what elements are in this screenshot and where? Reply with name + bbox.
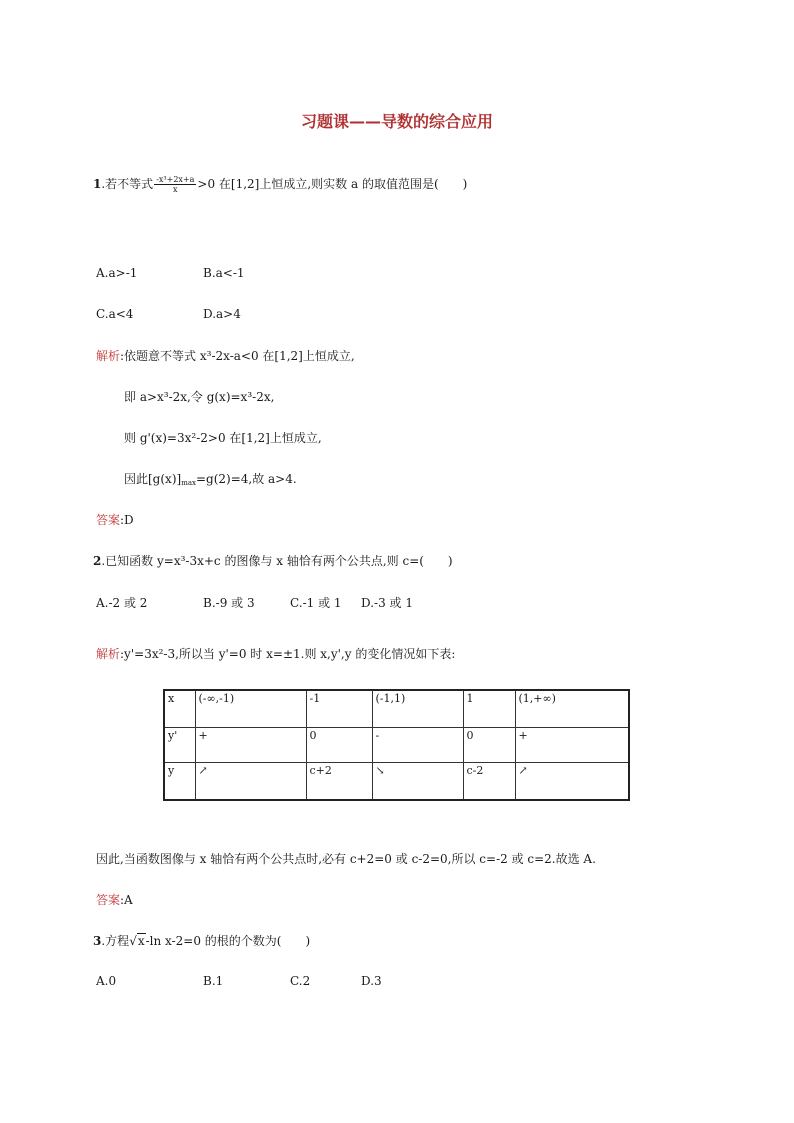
table-cell: c+2 xyxy=(306,763,372,800)
table-cell: ↗ xyxy=(515,763,629,800)
question-1 xyxy=(93,175,467,194)
analysis-max-subscript: max xyxy=(181,479,196,487)
question-1-suffix: >0 在[1,2]上恒成立,则实数 a 的取值范围是( ) xyxy=(197,177,468,191)
table-cell: y' xyxy=(164,727,195,763)
table-cell: ↗ xyxy=(195,763,306,800)
q1-analysis-line-3: 则 g'(x)=3x²-2>0 在[1,2]上恒成立, xyxy=(124,431,322,445)
q2-option-a: A.-2 或 2 xyxy=(96,596,148,610)
q1-option-c: C.a<4 xyxy=(96,307,134,321)
page-title: 习题课——导数的综合应用 xyxy=(300,112,493,131)
analysis-max-prefix: 因此[g(x)] xyxy=(124,472,182,486)
table-cell: -1 xyxy=(306,690,372,727)
sqrt-radicand: x xyxy=(137,934,145,948)
question-2-text: .已知函数 y=x³-3x+c 的图像与 x 轴恰有两个公共点,则 c=( ) xyxy=(101,554,453,568)
sqrt-symbol: √x xyxy=(129,934,145,948)
analysis-label: 解析 xyxy=(96,349,121,363)
q2-analysis xyxy=(96,646,455,662)
table-cell: y xyxy=(164,763,195,800)
question-2-number: 2 xyxy=(93,554,102,568)
q2-option-b: B.-9 或 3 xyxy=(203,596,255,610)
question-3 xyxy=(93,933,310,949)
analysis-max-suffix: =g(2)=4,故 a>4. xyxy=(195,472,297,486)
table-cell: + xyxy=(195,727,306,763)
fraction-denominator: x xyxy=(173,185,178,194)
table-cell: ↘ xyxy=(372,763,463,800)
table-row-y-prime xyxy=(164,727,629,763)
table-row-y xyxy=(164,763,629,800)
answer-value: :A xyxy=(120,893,133,907)
q2-answer xyxy=(96,892,133,908)
answer-label: 答案 xyxy=(96,893,121,907)
q1-option-d: D.a>4 xyxy=(203,307,241,321)
q2-conclusion: 因此,当函数图像与 x 轴恰有两个公共点时,必有 c+2=0 或 c-2=0,所以 c=-2 或 c=2.故选 A. xyxy=(96,852,596,866)
question-3-number: 3 xyxy=(93,934,102,948)
question-1-prefix: .若不等式 xyxy=(101,177,154,191)
table-cell: + xyxy=(515,727,629,763)
analysis-text: :y'=3x²-3,所以当 y'=0 时 x=±1.则 x,y',y 的变化情况如下表: xyxy=(120,647,456,661)
table-cell: 1 xyxy=(463,690,515,727)
q2-option-d: D.-3 或 1 xyxy=(361,596,413,610)
table-cell: (1,+∞) xyxy=(515,690,629,727)
variation-table xyxy=(163,689,630,801)
question-3-suffix: -ln x-2=0 的根的个数为( ) xyxy=(145,934,311,948)
question-1-fraction xyxy=(154,175,196,194)
table-cell: - xyxy=(372,727,463,763)
q1-analysis-line-1 xyxy=(96,348,355,364)
q1-option-a: A.a>-1 xyxy=(96,266,138,280)
q3-option-b: B.1 xyxy=(203,974,224,988)
table-cell: (-1,1) xyxy=(372,690,463,727)
question-3-prefix: .方程 xyxy=(101,934,130,948)
table-cell: c-2 xyxy=(463,763,515,800)
q1-option-b: B.a<-1 xyxy=(203,266,245,280)
question-2 xyxy=(93,553,453,569)
table-cell: 0 xyxy=(463,727,515,763)
analysis-label: 解析 xyxy=(96,647,121,661)
q3-option-c: C.2 xyxy=(290,974,311,988)
q3-option-d: D.3 xyxy=(361,974,382,988)
q1-answer xyxy=(96,512,134,528)
question-1-number: 1 xyxy=(93,177,102,191)
q3-option-a: A.0 xyxy=(96,974,117,988)
q2-option-c: C.-1 或 1 xyxy=(290,596,342,610)
answer-value: :D xyxy=(120,513,134,527)
fraction-numerator: -x³+2x+a xyxy=(156,175,195,184)
table-cell: (-∞,-1) xyxy=(195,690,306,727)
table-row-x xyxy=(164,690,629,727)
q1-analysis-line-4 xyxy=(124,471,297,491)
table-cell: x xyxy=(164,690,195,727)
q1-analysis-line-2: 即 a>x³-2x,令 g(x)=x³-2x, xyxy=(124,390,275,404)
table-cell: 0 xyxy=(306,727,372,763)
answer-label: 答案 xyxy=(96,513,121,527)
analysis-text: :依题意不等式 x³-2x-a<0 在[1,2]上恒成立, xyxy=(120,349,355,363)
